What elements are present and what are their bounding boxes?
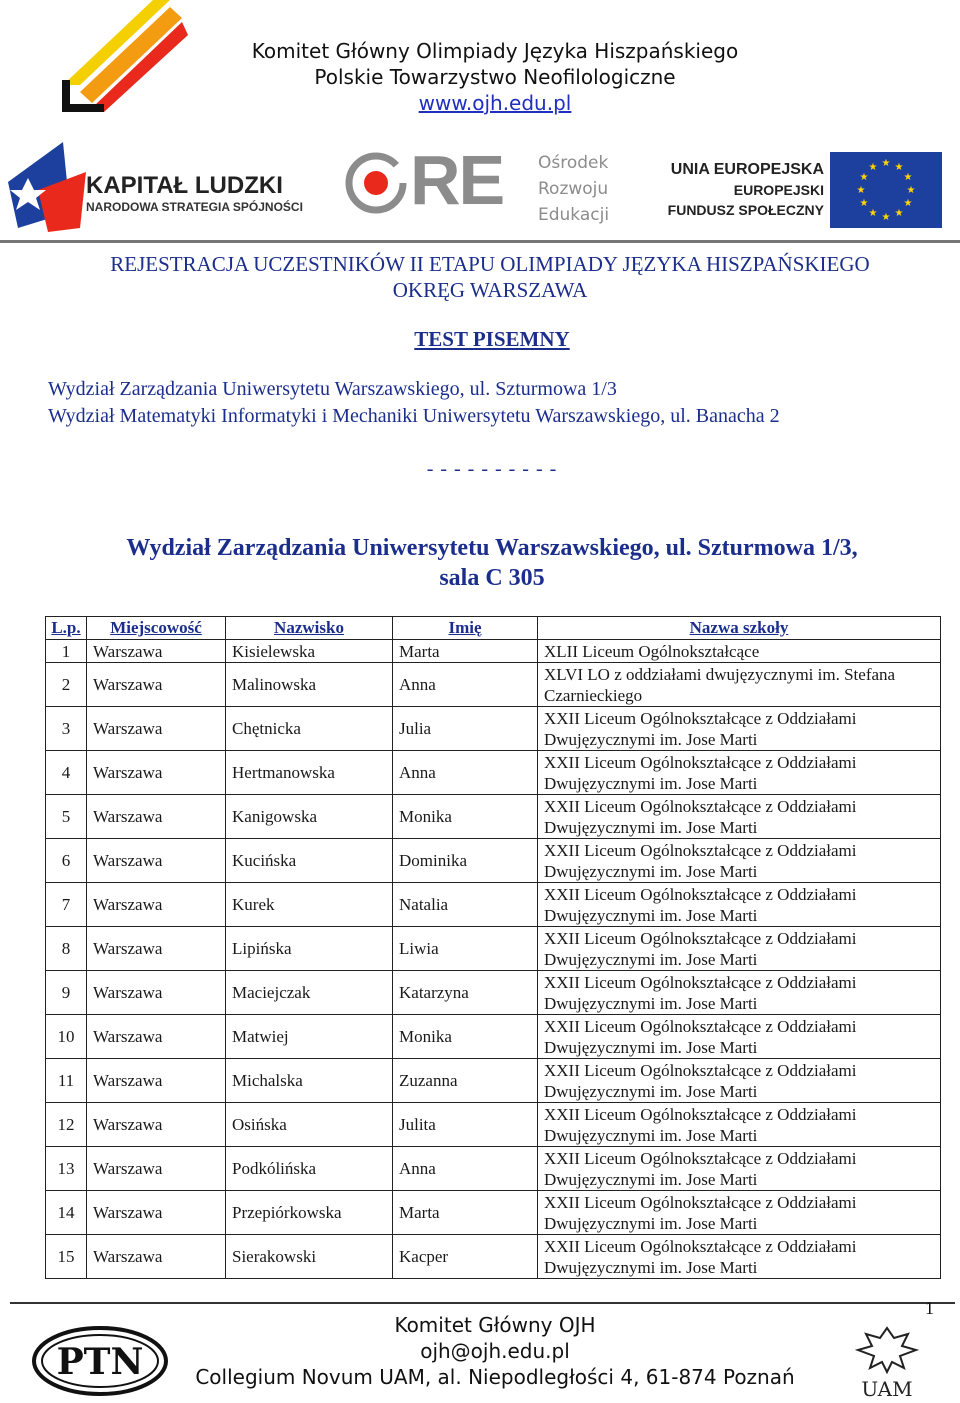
col-name: Imię xyxy=(393,617,538,640)
footer-address: Collegium Novum UAM, al. Niepodległości 4, 61-874 Poznań xyxy=(195,1365,795,1389)
svg-text:★: ★ xyxy=(894,162,904,173)
eu-flag-icon xyxy=(830,152,942,228)
ore-line-1: Ośrodek xyxy=(538,153,609,173)
ore-text xyxy=(538,150,609,228)
header-society: Polskie Towarzystwo Neofilologiczne xyxy=(314,65,676,89)
eu-line-1: UNIA EUROPEJSKA xyxy=(670,161,824,178)
row-surname: Osińska xyxy=(226,1103,393,1147)
row-city: Warszawa xyxy=(87,839,226,883)
svg-text:★: ★ xyxy=(903,198,913,209)
uam-eagle-logo xyxy=(852,1322,922,1400)
table-row xyxy=(46,751,941,795)
kapital-ludzki-subtitle: NARODOWA STRATEGIA SPÓJNOŚCI xyxy=(86,200,303,214)
row-number: 10 xyxy=(46,1015,87,1059)
row-first-name: Dominika xyxy=(393,839,538,883)
table-body xyxy=(46,640,941,1279)
row-first-name: Julita xyxy=(393,1103,538,1147)
col-school: Nazwa szkoły xyxy=(538,617,941,640)
row-surname: Przepiórkowska xyxy=(226,1191,393,1235)
header-committee: Komitet Główny Olimpiady Języka Hiszpańskiego xyxy=(251,39,739,63)
table-row xyxy=(46,1191,941,1235)
row-number: 8 xyxy=(46,927,87,971)
svg-text:★: ★ xyxy=(859,198,869,209)
room-location: Wydział Zarządzania Uniwersytetu Warszawskiego, ul. Szturmowa 1/3, xyxy=(126,535,858,561)
row-city: Warszawa xyxy=(87,1191,226,1235)
row-first-name: Marta xyxy=(393,640,538,663)
table-row xyxy=(46,663,941,707)
ore-line-2: Rozwoju xyxy=(538,179,609,199)
row-school: XXII Liceum Ogólnokształcące z Oddziałami Dwujęzycznymi im. Jose Marti xyxy=(538,1015,941,1059)
row-first-name: Katarzyna xyxy=(393,971,538,1015)
row-city: Warszawa xyxy=(87,1059,226,1103)
svg-text:★: ★ xyxy=(894,208,904,219)
row-school: XXII Liceum Ogólnokształcące z Oddziałami Dwujęzycznymi im. Jose Marti xyxy=(538,1059,941,1103)
row-number: 2 xyxy=(46,663,87,707)
row-surname: Kurek xyxy=(226,883,393,927)
table-row xyxy=(46,1235,941,1279)
table-row xyxy=(46,1015,941,1059)
eu-line-2: EUROPEJSKI xyxy=(733,182,824,198)
row-number: 13 xyxy=(46,1147,87,1191)
svg-text:★: ★ xyxy=(868,162,878,173)
svg-text:★: ★ xyxy=(856,185,866,196)
row-school: XXII Liceum Ogólnokształcące z Oddziałami Dwujęzycznymi im. Jose Marti xyxy=(538,839,941,883)
table-header-row xyxy=(46,617,941,640)
page-number: 1 xyxy=(925,1298,934,1318)
col-city: Miejscowość xyxy=(87,617,226,640)
row-school: XXII Liceum Ogólnokształcące z Oddziałami Dwujęzycznymi im. Jose Marti xyxy=(538,1147,941,1191)
olympiad-stripes-logo xyxy=(58,0,188,115)
table-row xyxy=(46,927,941,971)
row-school: XLVI LO z oddziałami dwujęzycznymi im. Stefana Czarnieckiego xyxy=(538,663,941,707)
header-website-link[interactable] xyxy=(180,90,810,116)
venue-2: Wydział Matematyki Informatyki i Mechaniki Uniwersytetu Warszawskiego, ul. Banacha 2 xyxy=(48,405,780,427)
row-surname: Kucińska xyxy=(226,839,393,883)
row-first-name: Kacper xyxy=(393,1235,538,1279)
row-first-name: Marta xyxy=(393,1191,538,1235)
row-city: Warszawa xyxy=(87,663,226,707)
table-row xyxy=(46,1059,941,1103)
row-surname: Matwiej xyxy=(226,1015,393,1059)
col-surname: Nazwisko xyxy=(226,617,393,640)
row-surname: Podkólińska xyxy=(226,1147,393,1191)
row-number: 4 xyxy=(46,751,87,795)
svg-text:★: ★ xyxy=(868,208,878,219)
kapital-ludzki-title: KAPITAŁ LUDZKI xyxy=(86,172,283,199)
ore-line-3: Edukacji xyxy=(538,205,610,225)
row-first-name: Monika xyxy=(393,1015,538,1059)
row-first-name: Anna xyxy=(393,663,538,707)
table-row xyxy=(46,707,941,751)
footer-email: ojh@ojh.edu.pl xyxy=(420,1339,570,1363)
table-row xyxy=(46,1147,941,1191)
row-school: XXII Liceum Ogólnokształcące z Oddziałami Dwujęzycznymi im. Jose Marti xyxy=(538,1103,941,1147)
table-row xyxy=(46,1103,941,1147)
footer-committee: Komitet Główny OJH xyxy=(394,1313,596,1337)
row-school: XXII Liceum Ogólnokształcące z Oddziałami Dwujęzycznymi im. Jose Marti xyxy=(538,1191,941,1235)
footer-divider xyxy=(10,1302,955,1304)
row-number: 1 xyxy=(46,640,87,663)
row-surname: Chętnicka xyxy=(226,707,393,751)
row-surname: Maciejczak xyxy=(226,971,393,1015)
row-city: Warszawa xyxy=(87,751,226,795)
eu-text xyxy=(664,160,824,220)
row-number: 15 xyxy=(46,1235,87,1279)
row-first-name: Julia xyxy=(393,707,538,751)
table-row xyxy=(46,971,941,1015)
row-city: Warszawa xyxy=(87,927,226,971)
row-number: 14 xyxy=(46,1191,87,1235)
row-first-name: Anna xyxy=(393,1147,538,1191)
participants-table xyxy=(45,616,941,1279)
row-city: Warszawa xyxy=(87,707,226,751)
table-row xyxy=(46,883,941,927)
row-first-name: Liwia xyxy=(393,927,538,971)
row-city: Warszawa xyxy=(87,1103,226,1147)
kapital-ludzki-emblem xyxy=(8,142,88,234)
row-city: Warszawa xyxy=(87,640,226,663)
table-row xyxy=(46,640,941,663)
col-number: L.p. xyxy=(46,617,87,640)
ptn-logo-text: PTN xyxy=(56,1341,144,1383)
row-surname: Sierakowski xyxy=(226,1235,393,1279)
website-link-text[interactable]: www.ojh.edu.pl xyxy=(418,91,572,115)
svg-text:★: ★ xyxy=(906,185,916,196)
row-surname: Hertmanowska xyxy=(226,751,393,795)
venue-1: Wydział Zarządzania Uniwersytetu Warszawskiego, ul. Szturmowa 1/3 xyxy=(48,378,617,400)
row-city: Warszawa xyxy=(87,883,226,927)
svg-text:★: ★ xyxy=(859,172,869,183)
row-first-name: Zuzanna xyxy=(393,1059,538,1103)
svg-text:★: ★ xyxy=(881,158,891,169)
row-school: XXII Liceum Ogólnokształcące z Oddziałami Dwujęzycznymi im. Jose Marti xyxy=(538,707,941,751)
uam-logo-text: UAM xyxy=(861,1377,913,1400)
row-surname: Kanigowska xyxy=(226,795,393,839)
row-surname: Malinowska xyxy=(226,663,393,707)
row-number: 7 xyxy=(46,883,87,927)
header-divider xyxy=(0,240,960,243)
row-surname: Lipińska xyxy=(226,927,393,971)
row-first-name: Anna xyxy=(393,751,538,795)
row-school: XXII Liceum Ogólnokształcące z Oddziałami Dwujęzycznymi im. Jose Marti xyxy=(538,883,941,927)
sponsor-logos-row xyxy=(0,140,960,245)
row-number: 12 xyxy=(46,1103,87,1147)
svg-text:★: ★ xyxy=(881,212,891,223)
district-title: OKRĘG WARSZAWA xyxy=(392,278,588,302)
row-city: Warszawa xyxy=(87,971,226,1015)
room-number: sala C 305 xyxy=(439,565,545,591)
ore-mark: RE xyxy=(410,141,504,219)
eu-line-3: FUNDUSZ SPOŁECZNY xyxy=(667,202,824,218)
row-school: XXII Liceum Ogólnokształcące z Oddziałami Dwujęzycznymi im. Jose Marti xyxy=(538,795,941,839)
ore-emblem-icon xyxy=(345,152,407,214)
row-city: Warszawa xyxy=(87,1015,226,1059)
row-city: Warszawa xyxy=(87,795,226,839)
table-row xyxy=(46,839,941,883)
row-surname: Kisielewska xyxy=(226,640,393,663)
row-surname: Michalska xyxy=(226,1059,393,1103)
row-number: 5 xyxy=(46,795,87,839)
row-first-name: Natalia xyxy=(393,883,538,927)
ptn-logo xyxy=(30,1322,170,1400)
row-city: Warszawa xyxy=(87,1147,226,1191)
row-school: XXII Liceum Ogólnokształcące z Oddziałami Dwujęzycznymi im. Jose Marti xyxy=(538,927,941,971)
row-number: 11 xyxy=(46,1059,87,1103)
row-number: 3 xyxy=(46,707,87,751)
test-heading: TEST PISEMNY xyxy=(414,327,570,351)
row-first-name: Monika xyxy=(393,795,538,839)
row-number: 6 xyxy=(46,839,87,883)
row-school: XLII Liceum Ogólnokształcące xyxy=(538,640,941,663)
row-city: Warszawa xyxy=(87,1235,226,1279)
row-school: XXII Liceum Ogólnokształcące z Oddziałami Dwujęzycznymi im. Jose Marti xyxy=(538,1235,941,1279)
svg-text:★: ★ xyxy=(903,172,913,183)
section-divider-dashes: - - - - - - - - - - xyxy=(426,458,558,480)
row-school: XXII Liceum Ogólnokształcące z Oddziałami Dwujęzycznymi im. Jose Marti xyxy=(538,971,941,1015)
table-row xyxy=(46,795,941,839)
row-school: XXII Liceum Ogólnokształcące z Oddziałami Dwujęzycznymi im. Jose Marti xyxy=(538,751,941,795)
row-number: 9 xyxy=(46,971,87,1015)
registration-title: REJESTRACJA UCZESTNIKÓW II ETAPU OLIMPIADY JĘZYKA HISZPAŃSKIEGO xyxy=(110,252,870,276)
